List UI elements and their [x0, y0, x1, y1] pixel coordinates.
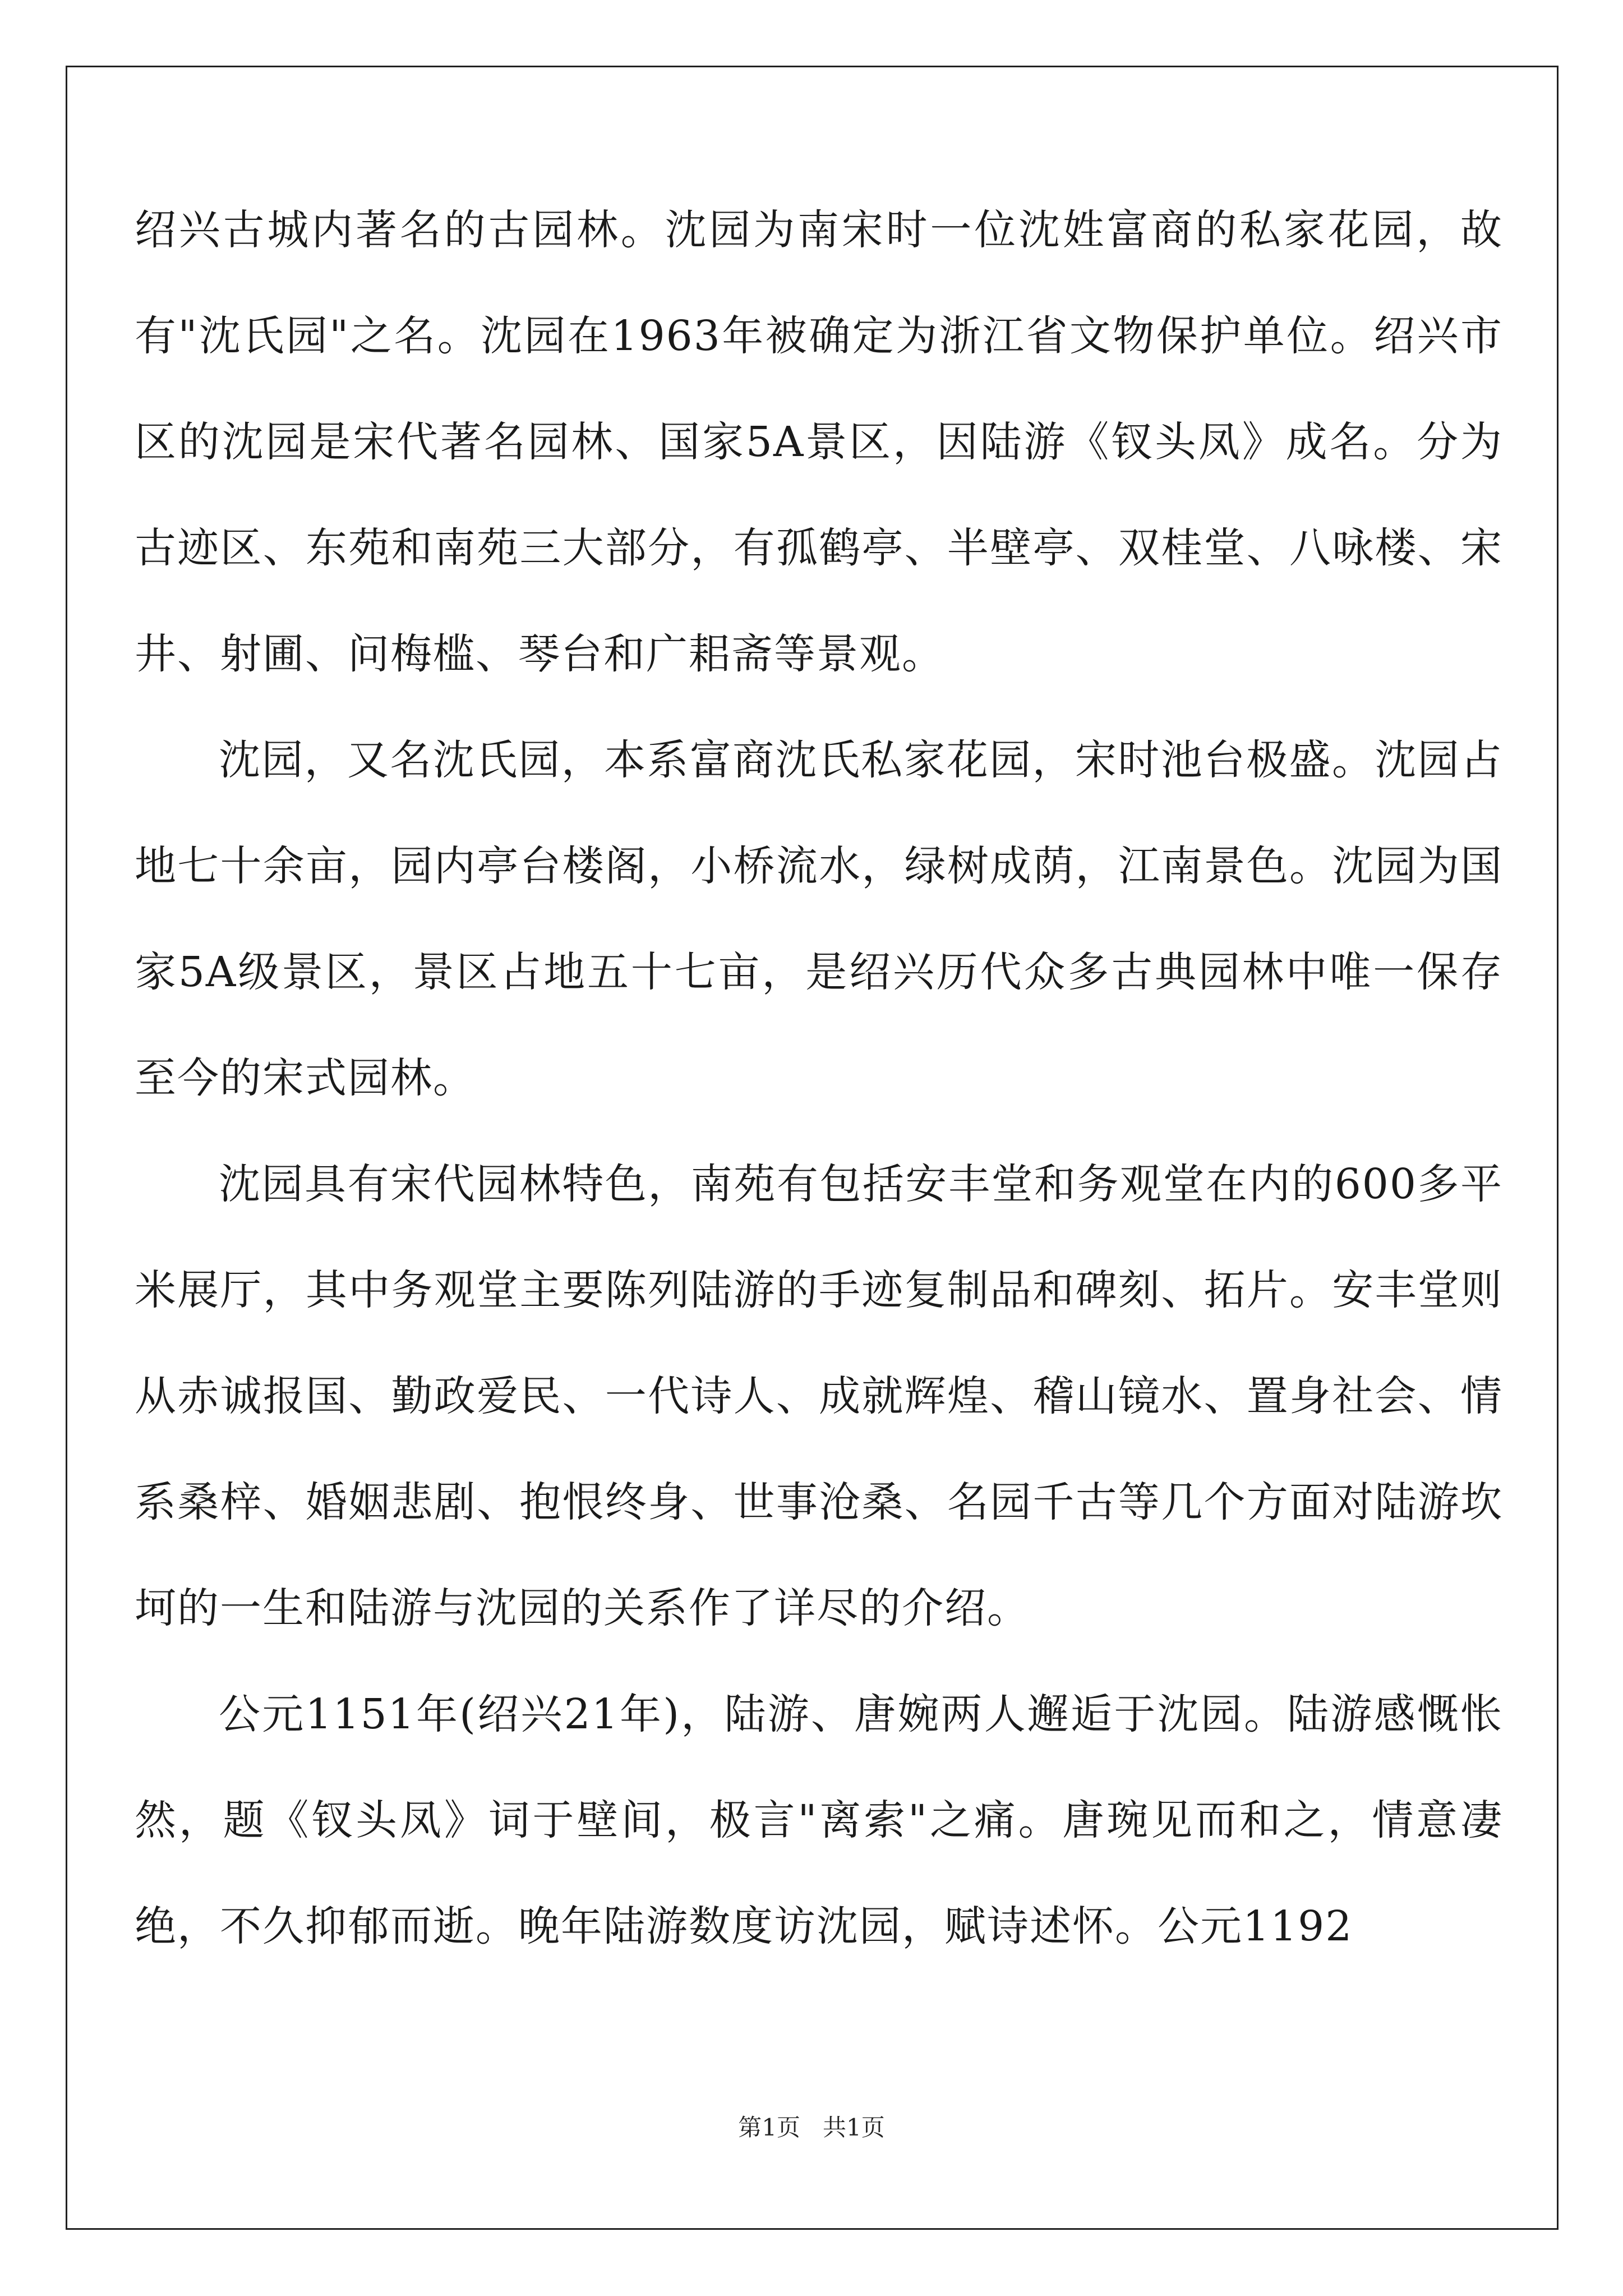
page-total: 共1页	[823, 2114, 885, 2141]
document-body	[135, 177, 1503, 1980]
paragraph: 沈园，又名沈氏园，本系富商沈氏私家花园，宋时池台极盛。沈园占地七十余亩，园内亭台楼阁，小桥流水，绿树成荫，江南景色。沈园为国家5A级景区，景区占地五十七亩，是绍兴历代众多古典园林中唯一保存至今的宋式园林。	[135, 736, 1503, 1102]
paragraph: 公元1151年(绍兴21年)，陆游、唐婉两人邂逅于沈园。陆游感慨怅然，题《钗头凤》词于壁间，极言"离索"之痛。唐琬见而和之，情意凄绝，不久抑郁而逝。晚年陆游数度访沈园，赋诗述怀。公元1192	[135, 1690, 1503, 1950]
paragraph: 沈园具有宋代园林特色，南苑有包括安丰堂和务观堂在内的600多平米展厅，其中务观堂主要陈列陆游的手迹复制品和碑刻、拓片。安丰堂则从赤诚报国、勤政爱民、一代诗人、成就辉煌、稽山镜水、置身社会、情系桑梓、婚姻悲剧、抱恨终身、世事沧桑、名园千古等几个方面对陆游坎坷的一生和陆游与沈园的关系作了详尽的介绍。	[135, 1160, 1503, 1632]
page-footer	[0, 2111, 1623, 2145]
paragraph: 绍兴古城内著名的古园林。沈园为南宋时一位沈姓富商的私家花园，故有"沈氏园"之名。沈园在1963年被确定为浙江省文物保护单位。绍兴市区的沈园是宋代著名园林、国家5A景区，因陆游《钗头凤》成名。分为古迹区、东苑和南苑三大部分，有孤鹤亭、半壁亭、双桂堂、八咏楼、宋井、射圃、问梅槛、琴台和广耜斋等景观。	[135, 206, 1503, 678]
page-number: 第1页	[738, 2114, 800, 2141]
